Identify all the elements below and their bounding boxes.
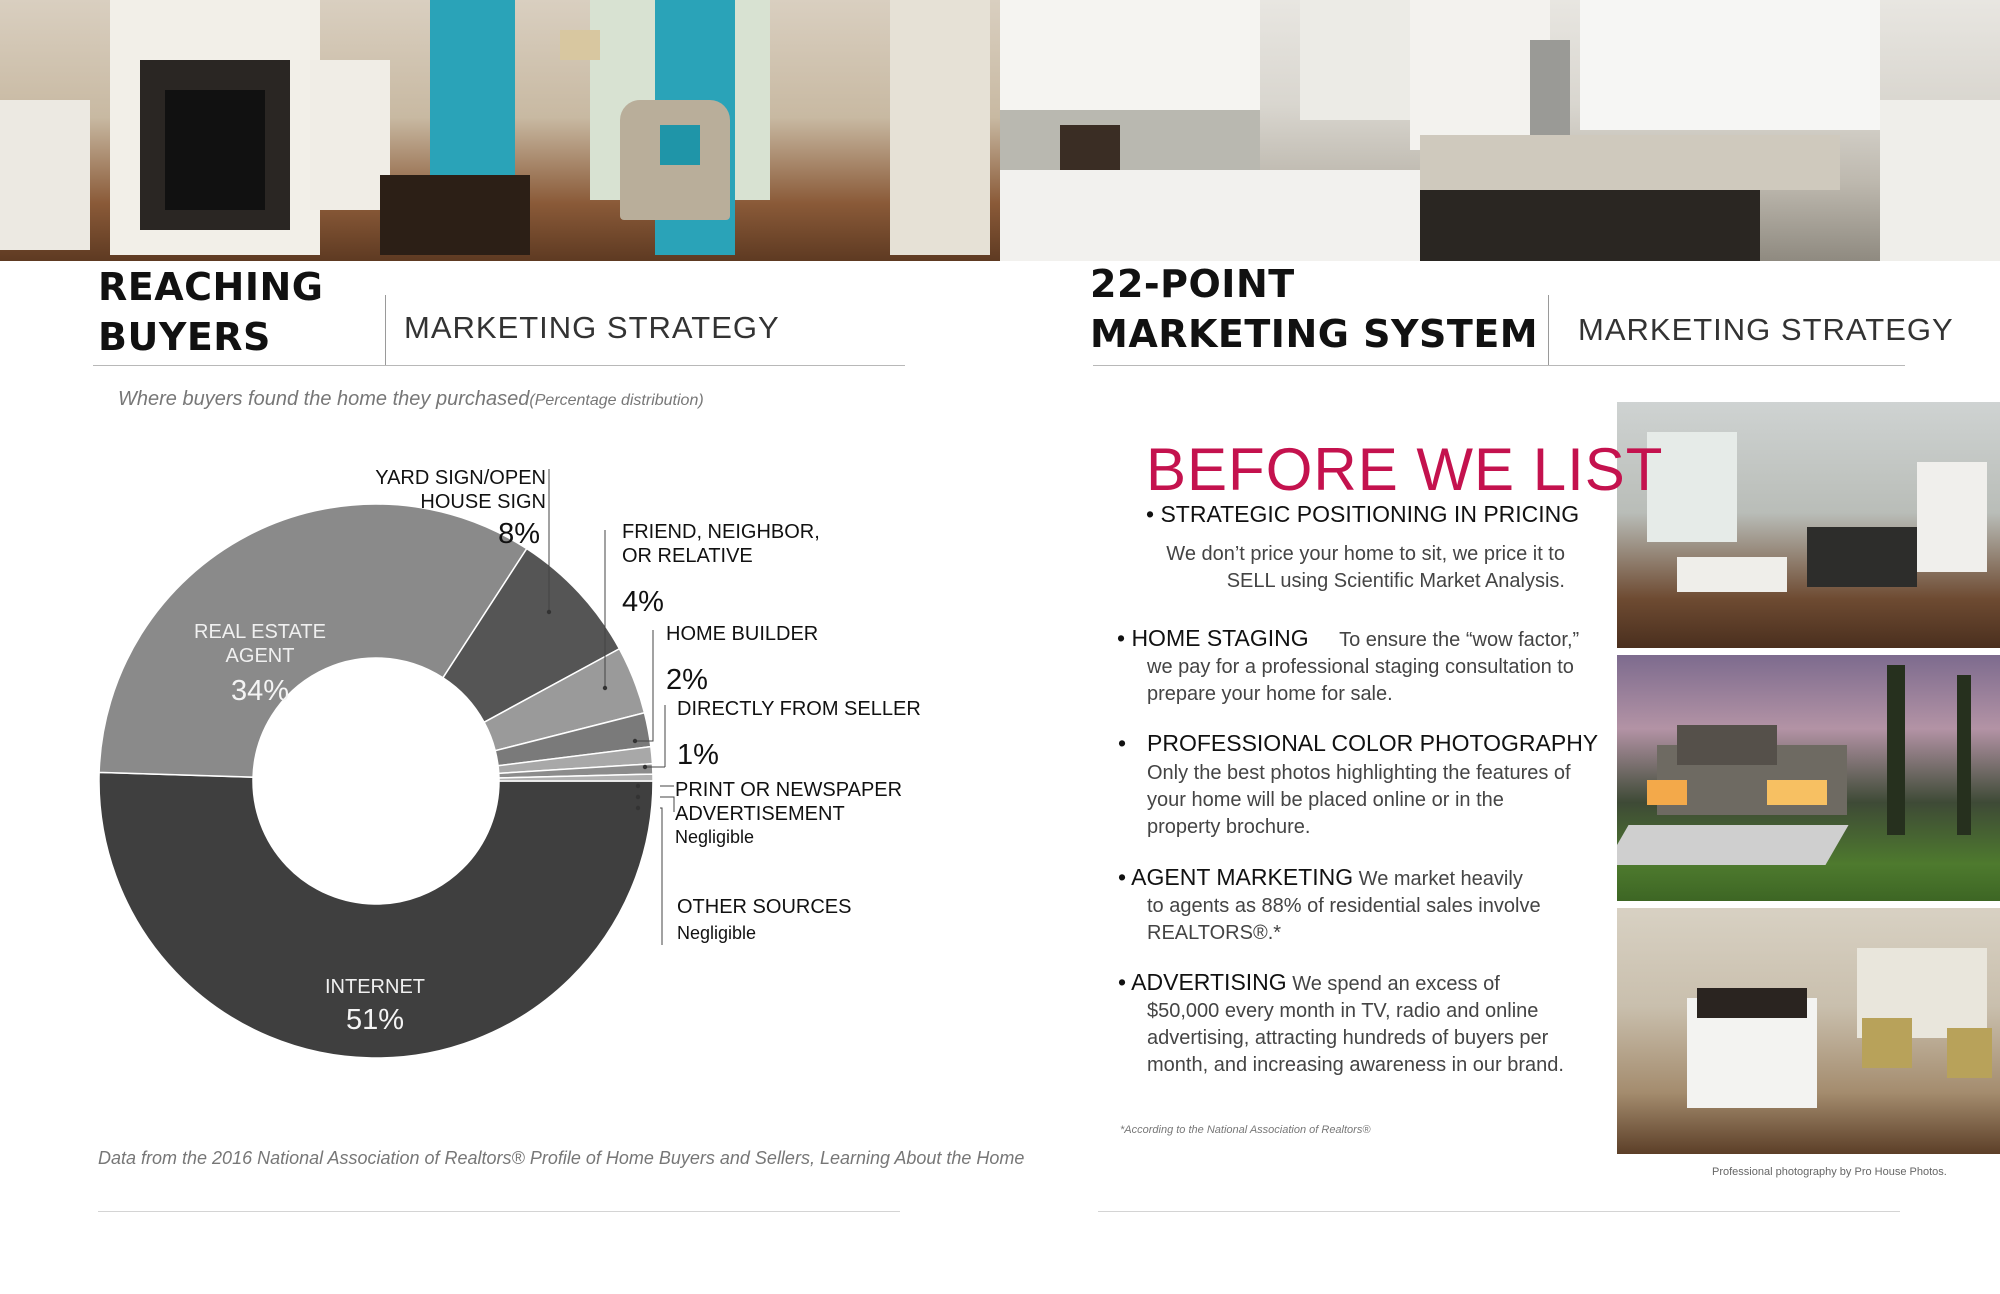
agent-line2: to agents as 88% of residential sales involve: [1147, 895, 1541, 917]
photography-desc: [1147, 760, 1571, 841]
right-footer-rule: [1098, 1211, 1900, 1212]
label-friend: [622, 520, 820, 568]
label-agent-line2: AGENT: [225, 645, 295, 667]
leader-line-other: [660, 808, 662, 945]
photo-line2: your home will be placed online or in the: [1147, 789, 1504, 811]
staging-desc: [1147, 654, 1574, 708]
advertising-section: [1118, 969, 1500, 996]
left-footer-rule: [98, 1211, 900, 1212]
pct-yard-sign: 8%: [498, 518, 540, 550]
agent-marketing-section: [1118, 864, 1523, 891]
dining-room-photo: [1617, 402, 2000, 648]
dot-friend: [603, 686, 607, 690]
label-yard-sign: [360, 466, 546, 514]
photography-title: PROFESSIONAL COLOR PHOTOGRAPHY: [1147, 730, 1599, 756]
advertising-title: • ADVERTISING: [1118, 969, 1287, 995]
dot-yard: [547, 610, 551, 614]
staging-section: [1117, 625, 1579, 652]
pct-other-sources: Negligible: [677, 923, 757, 943]
label-friend-line2: OR RELATIVE: [622, 545, 753, 567]
agent-marketing-inline: We market heavily: [1353, 868, 1523, 890]
label-home-builder: HOME BUILDER: [666, 623, 819, 645]
photo-line1: Only the best photos highlighting the features of: [1147, 762, 1571, 784]
label-real-estate-agent: [180, 620, 340, 668]
advertising-desc: [1147, 998, 1564, 1079]
label-internet: INTERNET: [325, 976, 425, 998]
pct-directly-from-seller: 1%: [677, 739, 719, 771]
chart-caption-text: Where buyers found the home they purchased: [118, 388, 530, 410]
left-heading-line1: REACHING: [98, 265, 324, 309]
label-print-line2: ADVERTISEMENT: [675, 803, 845, 825]
dot-print-b: [636, 795, 640, 799]
pct-real-estate-agent: 34%: [230, 675, 290, 707]
before-we-list-title: BEFORE WE LIST: [1146, 436, 1664, 503]
adv-line4: month, and increasing awareness in our brand.: [1147, 1054, 1564, 1076]
right-subheading: MARKETING STRATEGY: [1578, 312, 1954, 347]
advertising-inline: We spend an excess of: [1286, 973, 1500, 995]
pct-internet: 51%: [345, 1004, 405, 1036]
label-yard-line1: YARD SIGN/OPEN: [375, 467, 546, 489]
pricing-desc: [1060, 541, 1565, 595]
label-friend-line1: FRIEND, NEIGHBOR,: [622, 521, 820, 543]
right-header-rule: [1093, 365, 1905, 366]
bedroom-photo: [1617, 908, 2000, 1154]
agent-marketing-desc: [1147, 893, 1541, 947]
label-print-line1: PRINT OR NEWSPAPER: [675, 779, 903, 801]
dot-builder: [633, 739, 637, 743]
staging-line2: we pay for a professional staging consultation to: [1147, 656, 1574, 678]
right-header-divider: [1548, 295, 1549, 365]
left-subheading: MARKETING STRATEGY: [404, 310, 780, 345]
label-directly-from-seller: DIRECTLY FROM SELLER: [677, 698, 921, 720]
right-heading: [1090, 259, 1538, 359]
pct-friend: 4%: [622, 586, 664, 618]
pricing-line2: SELL using Scientific Market Analysis.: [1226, 570, 1565, 592]
agent-line3: REALTORS®.*: [1147, 922, 1282, 944]
staging-line3: prepare your home for sale.: [1147, 683, 1393, 705]
staging-title: • HOME STAGING: [1117, 625, 1309, 651]
label-agent-line1: REAL ESTATE: [194, 621, 326, 643]
staging-inline: To ensure the “wow factor,”: [1339, 629, 1580, 651]
kitchen-photo: [1000, 0, 2000, 261]
photo-line3: property brochure.: [1147, 816, 1311, 838]
pct-home-builder: 2%: [666, 664, 708, 696]
adv-line2: $50,000 every month in TV, radio and online: [1147, 1000, 1539, 1022]
right-heading-line1: 22-POINT: [1090, 262, 1295, 306]
adv-line3: advertising, attracting hundreds of buyers per: [1147, 1027, 1549, 1049]
dot-seller: [643, 765, 647, 769]
footnote: *According to the National Association of Realtors®: [1120, 1124, 1371, 1136]
label-yard-line2: HOUSE SIGN: [420, 491, 546, 513]
pricing-line1: We don’t price your home to sit, we price it to: [1166, 543, 1565, 565]
left-heading-line2: BUYERS: [98, 315, 271, 359]
label-other-sources: OTHER SOURCES: [677, 896, 852, 918]
source-note: Data from the 2016 National Association of Realtors® Profile of Home Buyers and Sellers, Learning About the Home: [98, 1148, 1025, 1168]
label-print-newspaper: [675, 778, 902, 826]
agent-marketing-title: • AGENT MARKETING: [1118, 864, 1354, 890]
chart-caption-unit: (Percentage distribution): [529, 392, 704, 409]
house-exterior-photo: [1617, 655, 2000, 901]
photo-bullet: •: [1118, 730, 1127, 756]
pricing-title: • STRATEGIC POSITIONING IN PRICING: [1146, 501, 1580, 527]
photo-credit: Professional photography by Pro House Photos.: [1712, 1166, 1947, 1178]
right-heading-line2: MARKETING SYSTEM: [1090, 312, 1539, 356]
dot-print: [636, 784, 640, 788]
pct-print-newspaper: Negligible: [675, 827, 755, 847]
dot-other: [636, 806, 640, 810]
